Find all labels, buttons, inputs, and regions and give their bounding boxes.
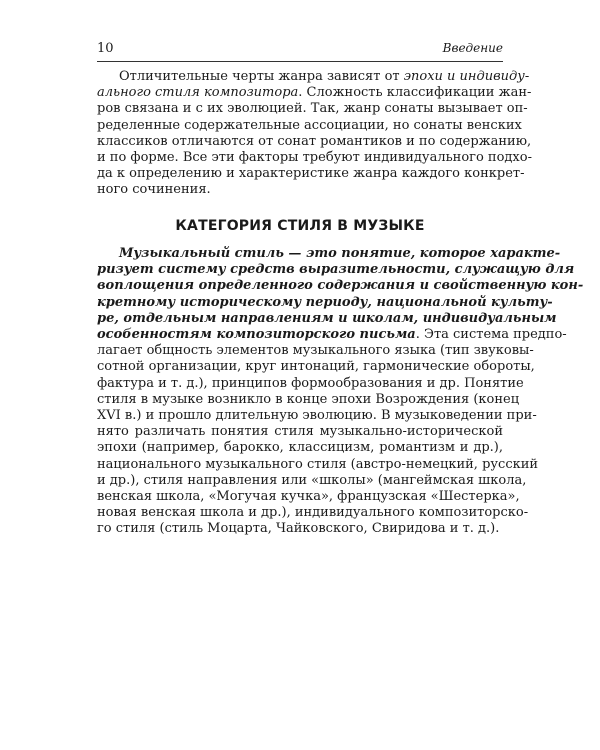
text-line: фактура и т. д.), принципов формообразования и др. Понятие	[97, 375, 524, 391]
text-line: национального музыкального стиля (австро-немецкий, русский	[97, 456, 539, 472]
text-line: ризует систему средств выразительности, служащую для	[97, 262, 575, 278]
text-line: нято различать понятия стиля музыкально-исторической	[97, 424, 503, 440]
section-heading: КАТЕГОРИЯ СТИЛЯ В МУЗЫКЕ	[175, 218, 425, 234]
text-line: ре, отдельным направлениям и школам, индивидуальным	[97, 310, 557, 326]
text-line: и по форме. Все эти факторы требуют индивидуального подхо-	[97, 150, 532, 166]
text-line: и др.), стиля направления или «школы» (мангеймская школа,	[97, 472, 527, 488]
text-line: XVI в.) и прошло длительную эволюцию. В музыковедении при-	[97, 408, 537, 424]
text-line: стиля в музыке возникло в конце эпохи Возрождения (конец	[97, 391, 520, 407]
paragraph-style	[97, 246, 584, 538]
text-line: ального стиля композитора. Сложность классификации жан-	[97, 85, 532, 101]
text-line: венская школа, «Могучая кучка», французская «Шестерка»,	[97, 489, 520, 505]
text-line: новая венская школа и др.), индивидуального композиторско-	[97, 505, 529, 521]
header-rule	[97, 61, 503, 62]
text-line: эпохи (например, барокко, классицизм, романтизм и др.),	[97, 440, 503, 456]
text-line: лагает общность элементов музыкального языка (тип звуковы-	[97, 343, 534, 359]
text-line: ределенные содержательные ассоциации, но сонаты венских	[97, 117, 522, 133]
text-line: воплощения определенного содержания и свойственную кон-	[97, 278, 584, 294]
text-line: го стиля (стиль Моцарта, Чайковского, Свиридова и т. д.).	[97, 521, 500, 537]
text-line: кретному историческому периоду, национальной культу-	[97, 294, 553, 310]
text-line: ров связана и с их эволюцией. Так, жанр сонаты вызывает оп-	[97, 101, 528, 117]
text-line: ного сочинения.	[97, 182, 211, 198]
text-line: Отличительные черты жанра зависят от эпохи и индивиду-	[119, 69, 530, 84]
section-title: Введение	[442, 41, 503, 55]
running-head	[97, 41, 503, 61]
page-number: 10	[97, 41, 114, 56]
text-line: Музыкальный стиль — это понятие, которое характе-	[119, 246, 561, 261]
text-line: особенностям композиторского письма. Эта система предпо-	[97, 327, 567, 343]
text-line: классиков отличаются от сонат романтиков и по содержанию,	[97, 133, 532, 149]
paragraph-genre	[97, 69, 532, 199]
text-line: да к определению и характеристике жанра каждого конкрет-	[97, 166, 525, 182]
text-line: сотной организации, круг интонаций, гармонические обороты,	[97, 359, 535, 375]
